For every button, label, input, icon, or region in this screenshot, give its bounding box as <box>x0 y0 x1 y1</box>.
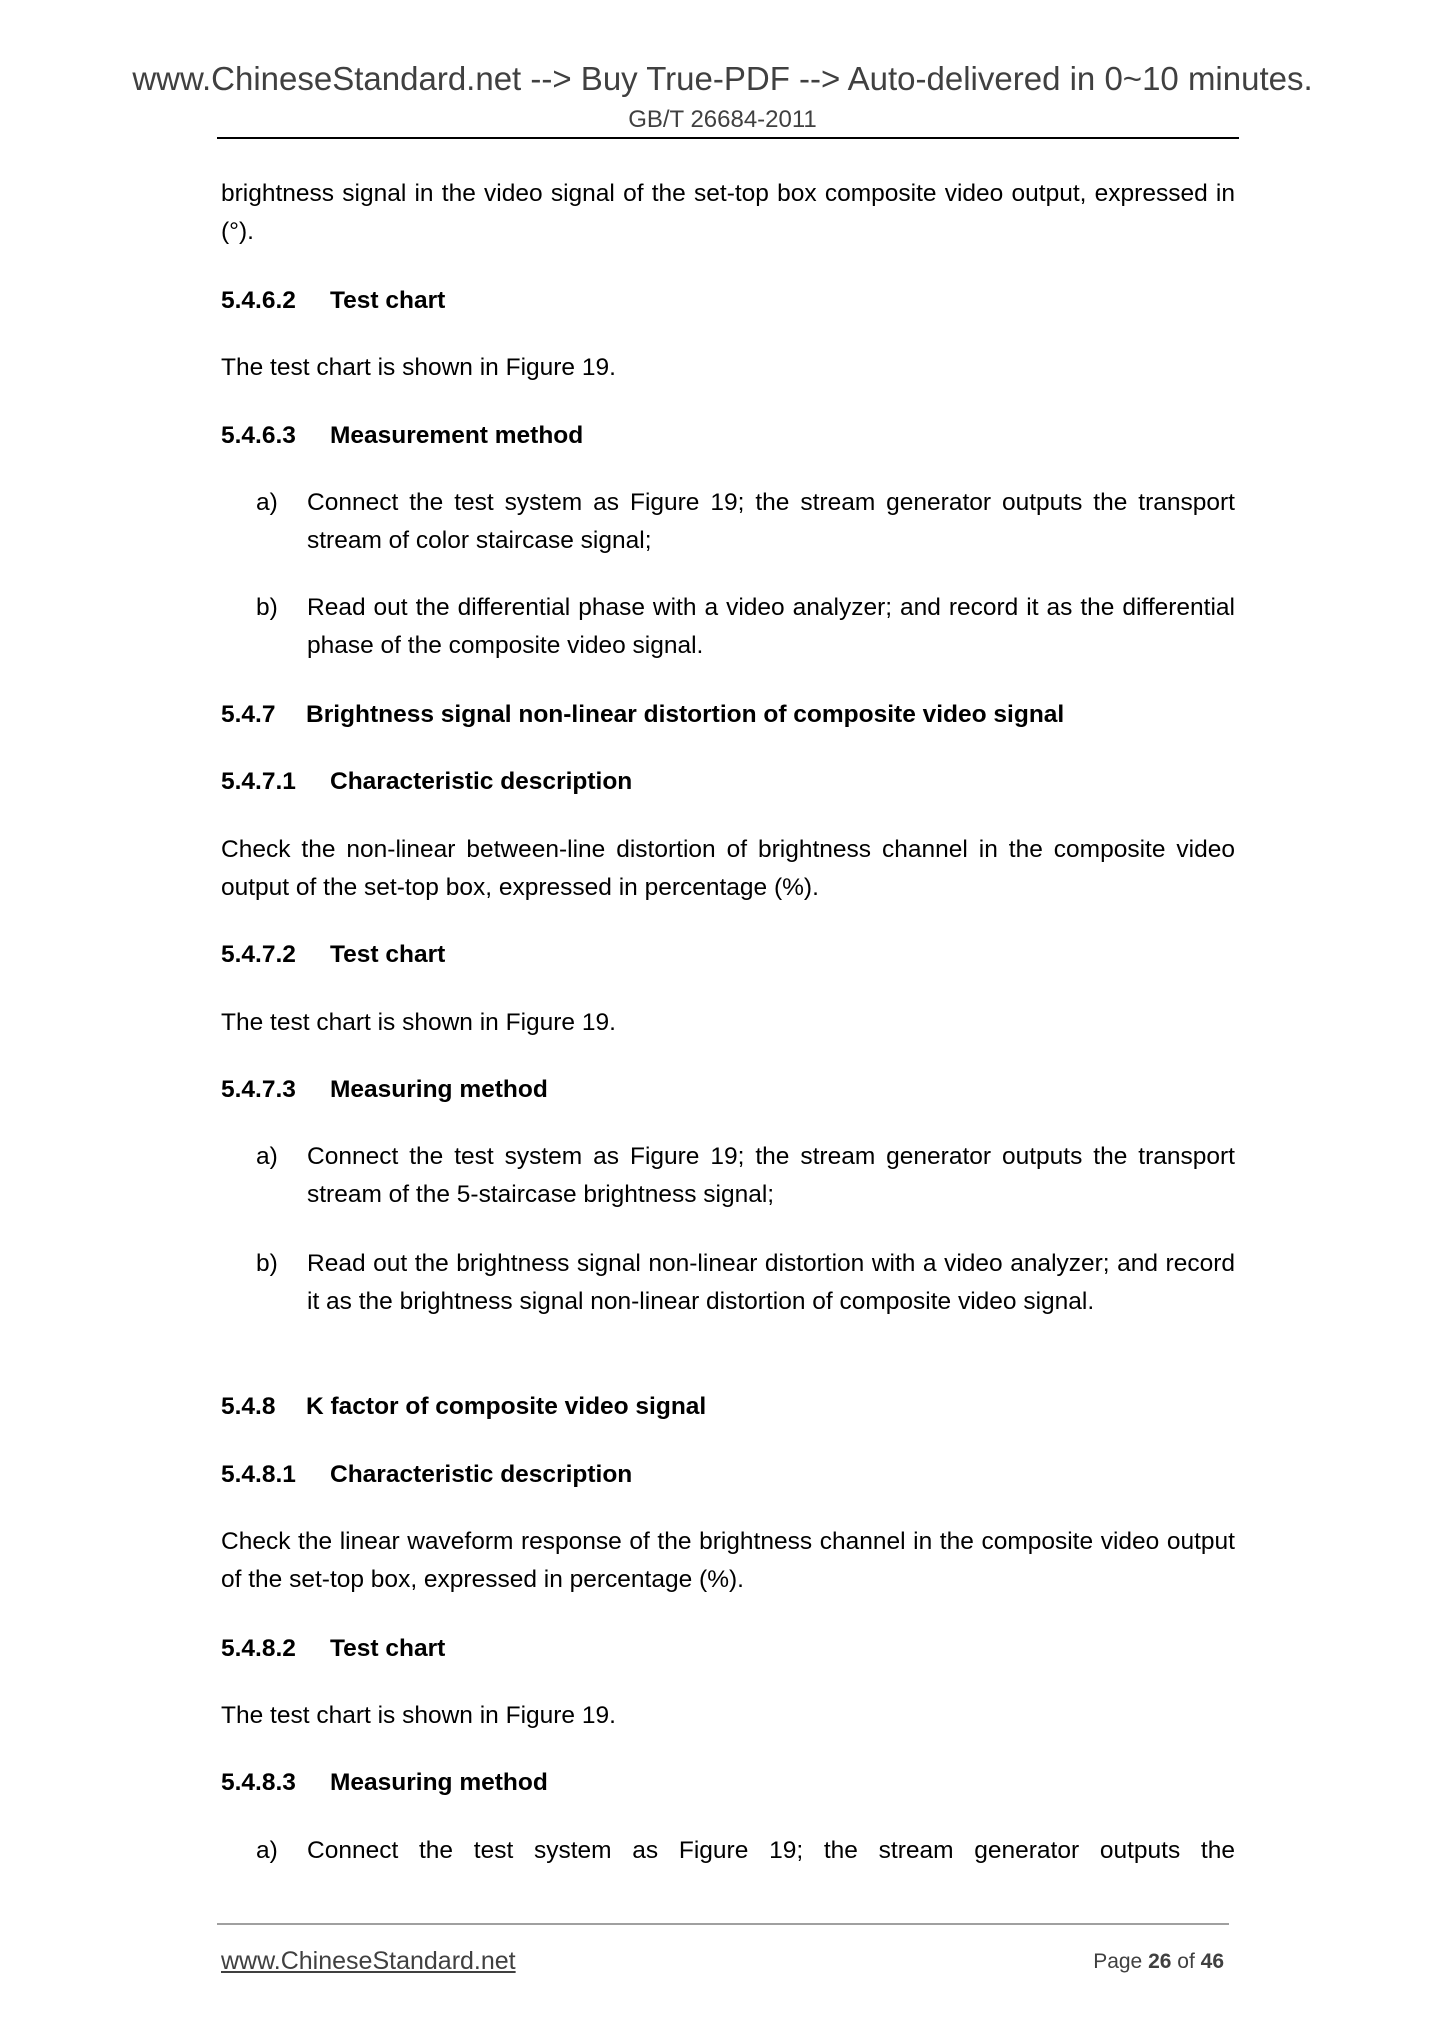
section-title: Characteristic description <box>330 1461 633 1488</box>
paragraph: Check the non-linear between-line distortion of brightness channel in the composite video output of the set-top box, expressed in percentage (%). <box>221 836 1235 901</box>
list-text: Read out the brightness signal non-linear distortion with a video analyzer; and record it as the brightness signal non-linear distortion of composite video signal. <box>307 1250 1235 1315</box>
paragraph: Check the linear waveform response of the brightness channel in the composite video output of the set-top box, expressed in percentage (%). <box>221 1528 1235 1593</box>
list-item <box>256 1832 1235 1870</box>
section-title: Test chart <box>330 1635 446 1662</box>
current-page: 26 <box>1148 1950 1172 1973</box>
section-number: 5.4.8 <box>221 1393 276 1420</box>
section-title: Measuring method <box>330 1076 548 1103</box>
section-heading <box>221 1388 1235 1426</box>
page-prefix: Page <box>1093 1950 1143 1973</box>
section-number: 5.4.8.3 <box>221 1769 296 1796</box>
section-title: Brightness signal non-linear distortion of composite video signal <box>306 701 1065 728</box>
footer-website-link[interactable]: www.ChineseStandard.net <box>221 1947 516 1975</box>
page-indicator <box>1093 1947 1224 1977</box>
section-number: 5.4.7.1 <box>221 768 296 795</box>
list-text: Connect the test system as Figure 19; the stream generator outputs the <box>307 1837 1235 1864</box>
paragraph: The test chart is shown in Figure 19. <box>221 1702 616 1729</box>
section-heading <box>221 1456 1235 1494</box>
list-text: Read out the differential phase with a video analyzer; and record it as the differential phase of the composite video signal. <box>307 594 1235 659</box>
page-sep: of <box>1177 1950 1195 1973</box>
section-number: 5.4.7.2 <box>221 941 296 968</box>
list-item <box>256 1138 1235 1214</box>
list-label: b) <box>256 594 278 621</box>
list-text: Connect the test system as Figure 19; the stream generator outputs the transport stream of the 5-staircase brightness signal; <box>307 1143 1235 1208</box>
section-number: 5.4.7.3 <box>221 1076 296 1103</box>
section-number: 5.4.6.3 <box>221 422 296 449</box>
section-heading <box>221 936 1235 974</box>
paragraph: brightness signal in the video signal of the set-top box composite video output, expressed in (°). <box>221 180 1235 245</box>
list-item <box>256 589 1235 665</box>
section-title: Measuring method <box>330 1769 548 1796</box>
section-heading <box>221 282 1235 320</box>
section-number: 5.4.7 <box>221 701 276 728</box>
section-title: Test chart <box>330 287 446 314</box>
section-title: Characteristic description <box>330 768 633 795</box>
list-label: b) <box>256 1250 278 1277</box>
section-number: 5.4.8.1 <box>221 1461 296 1488</box>
list-text: Connect the test system as Figure 19; the stream generator outputs the transport stream of color staircase signal; <box>307 489 1235 554</box>
paragraph: The test chart is shown in Figure 19. <box>221 354 616 381</box>
footer-divider <box>217 1923 1229 1925</box>
list-item <box>256 484 1235 560</box>
section-heading <box>221 1630 1235 1668</box>
list-label: a) <box>256 489 278 516</box>
list-label: a) <box>256 1143 278 1170</box>
header-divider <box>217 137 1239 139</box>
section-number: 5.4.8.2 <box>221 1635 296 1662</box>
section-title: Measurement method <box>330 422 584 449</box>
section-number: 5.4.6.2 <box>221 287 296 314</box>
list-label: a) <box>256 1837 278 1864</box>
section-title: Test chart <box>330 941 446 968</box>
section-heading <box>221 1764 1235 1802</box>
section-title: K factor of composite video signal <box>306 1393 707 1420</box>
standard-number: GB/T 26684-2011 <box>628 106 817 133</box>
section-heading <box>221 1071 1235 1109</box>
section-heading <box>221 696 1235 734</box>
list-item <box>256 1245 1235 1321</box>
total-pages: 46 <box>1200 1950 1224 1973</box>
header-banner: www.ChineseStandard.net --> Buy True-PDF --> Auto-delivered in 0~10 minutes. <box>132 60 1313 97</box>
section-heading <box>221 763 1235 801</box>
paragraph: The test chart is shown in Figure 19. <box>221 1009 616 1036</box>
section-heading <box>221 417 1235 455</box>
